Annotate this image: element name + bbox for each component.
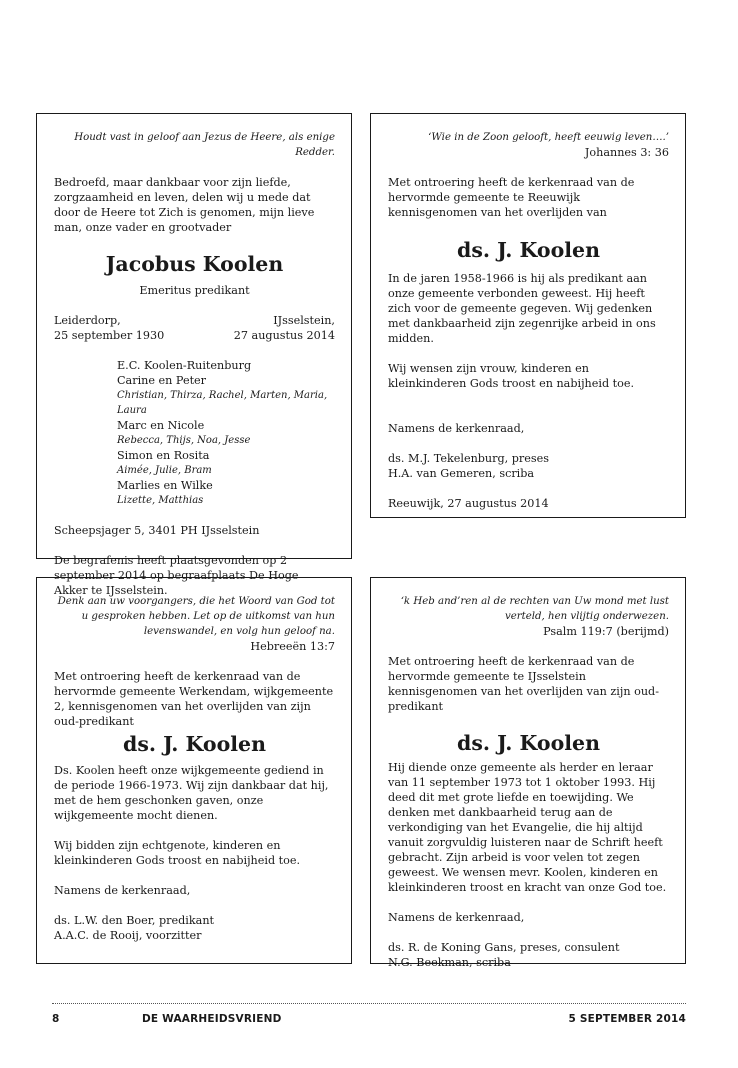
- notice-intro: Met ontroering heeft de kerkenraad van de hervormde gemeente te IJsselstein kennisgenomen van het overlijden van zijn oud-predikant: [388, 655, 660, 713]
- publication-name: DE WAARHEIDSVRIEND: [142, 1013, 282, 1025]
- notice-wishes: Wij bidden zijn echtgenote, kinderen en kleinkinderen Gods troost en nabijheid toe.: [54, 839, 301, 867]
- death-date: 27 augustus 2014: [233, 329, 335, 342]
- death-notice-werkendam: [36, 577, 352, 964]
- signatory: H.A. van Gemeren, scriba: [388, 467, 535, 480]
- signatory: N.G. Beekman, scriba: [388, 956, 511, 969]
- notice-body: In de jaren 1958-1966 is hij als predikant aan onze gemeente verbonden geweest. Hij heeft zich voor de gemeente gegeven. Wij gedenken met dankbaarheid zijn zegenrijke arbeid in ons midden.: [388, 272, 656, 345]
- funeral-info: De begrafenis heeft plaatsgevonden op 2 september 2014 op begraafplaats De Hoge Akker te IJsselstein.: [54, 554, 299, 597]
- signatory: ds. L.W. den Boer, predikant: [54, 914, 215, 927]
- notice-closing: Namens de kerkenraad,: [388, 911, 525, 924]
- signatory: ds. M.J. Tekelenburg, preses: [388, 452, 549, 465]
- death-place: IJsselstein,: [273, 314, 335, 327]
- death-notice-family: [36, 113, 352, 597]
- bible-reference: Johannes 3: 36: [584, 146, 669, 159]
- family-member: Marc en Nicole: [117, 419, 205, 432]
- family-grandchildren: Rebecca, Thijs, Noa, Jesse: [117, 435, 251, 446]
- family-grandchildren: Lizette, Matthias: [117, 495, 204, 506]
- page-number: 8: [52, 1013, 60, 1025]
- notice-intro: Met ontroering heeft de kerkenraad van de hervormde gemeente te Reeuwijk kennisgenomen van het overlijden van: [388, 176, 635, 219]
- bible-reference: Psalm 119:7 (berijmd): [543, 625, 669, 638]
- death-notice-ijsselstein: [370, 577, 686, 969]
- family-member: Carine en Peter: [117, 374, 207, 387]
- deceased-name: Jacobus Koolen: [105, 252, 284, 276]
- family-grandchildren: Aimée, Julie, Bram: [117, 465, 212, 476]
- notice-intro: Met ontroering heeft de kerkenraad van de hervormde gemeente Werkendam, wijkgemeente 2, kennisgenomen van het overlijden van zijn oud-predikant: [54, 670, 334, 728]
- notice-motto: ‘Wie in de Zoon gelooft, heeft eeuwig leven….’: [428, 132, 669, 143]
- notice-motto: ‘k Heb and’ren al de rechten van Uw mond met lust verteld, hen vlijtig onderwezen.: [400, 596, 669, 622]
- birth-death-dates: [54, 313, 335, 343]
- deceased-name: ds. J. Koolen: [457, 238, 600, 262]
- birth-date: 25 september 1930: [54, 329, 165, 342]
- death-notice-reeuwijk: [370, 113, 686, 518]
- notice-body: Hij diende onze gemeente als herder en leraar van 11 september 1973 tot 1 oktober 1993. Hij deed dit met grote liefde en toewijding. We denken met dankbaarheid terug aan de verkondiging van het Evangelie, die hij altijd vanuit zorgvuldig luisteren naar de Schrift heeft gebracht. Zijn arbeid is voor velen tot zegen geweest. We wensen mevr. Koolen, kinderen en kleinkinderen troost en kracht van onze God toe.: [388, 761, 667, 894]
- family-member: E.C. Koolen-Ruitenburg: [117, 359, 252, 372]
- issue-date: 5 SEPTEMBER 2014: [568, 1013, 686, 1025]
- deceased-title: Emeritus predikant: [139, 284, 250, 297]
- notice-motto: Houdt vast in geloof aan Jezus de Heere, als enige Redder.: [74, 132, 335, 158]
- bible-reference: Hebreeën 13:7: [250, 640, 335, 653]
- family-member: Marlies en Wilke: [117, 479, 213, 492]
- notice-intro: Bedroefd, maar dankbaar voor zijn liefde, zorgzaamheid en leven, delen wij u mede dat door de Heere tot Zich is genomen, mijn lieve man, onze vader en grootvader: [54, 176, 315, 234]
- notice-motto: Denk aan uw voorgangers, die het Woord van God tot u gesproken hebben. Let op de uitkomst van hun levenswandel, en volg hun geloof na.: [57, 596, 335, 637]
- place-date: Reeuwijk, 27 augustus 2014: [388, 497, 549, 510]
- notice-closing: Namens de kerkenraad,: [54, 884, 191, 897]
- family-member: Simon en Rosita: [117, 449, 210, 462]
- notice-closing: Namens de kerkenraad,: [388, 422, 525, 435]
- notice-wishes: Wij wensen zijn vrouw, kinderen en kleinkinderen Gods troost en nabijheid toe.: [388, 362, 635, 390]
- deceased-name: ds. J. Koolen: [457, 731, 600, 755]
- deceased-name: ds. J. Koolen: [123, 732, 266, 756]
- family-address: Scheepsjager 5, 3401 PH IJsselstein: [54, 524, 260, 537]
- notice-body: Ds. Koolen heeft onze wijkgemeente gediend in de periode 1966-1973. Wij zijn dankbaar dat hij, met de hem geschonken gaven, onze wijkgemeente mocht dienen.: [54, 764, 329, 822]
- signatory: ds. R. de Koning Gans, preses, consulent: [388, 941, 620, 954]
- birth-place: Leiderdorp,: [54, 314, 121, 327]
- family-grandchildren: Christian, Thirza, Rachel, Marten, Maria, Laura: [117, 390, 328, 416]
- page-footer: [52, 1003, 686, 1027]
- family-list: [117, 358, 335, 508]
- signatory: A.A.C. de Rooij, voorzitter: [54, 929, 202, 942]
